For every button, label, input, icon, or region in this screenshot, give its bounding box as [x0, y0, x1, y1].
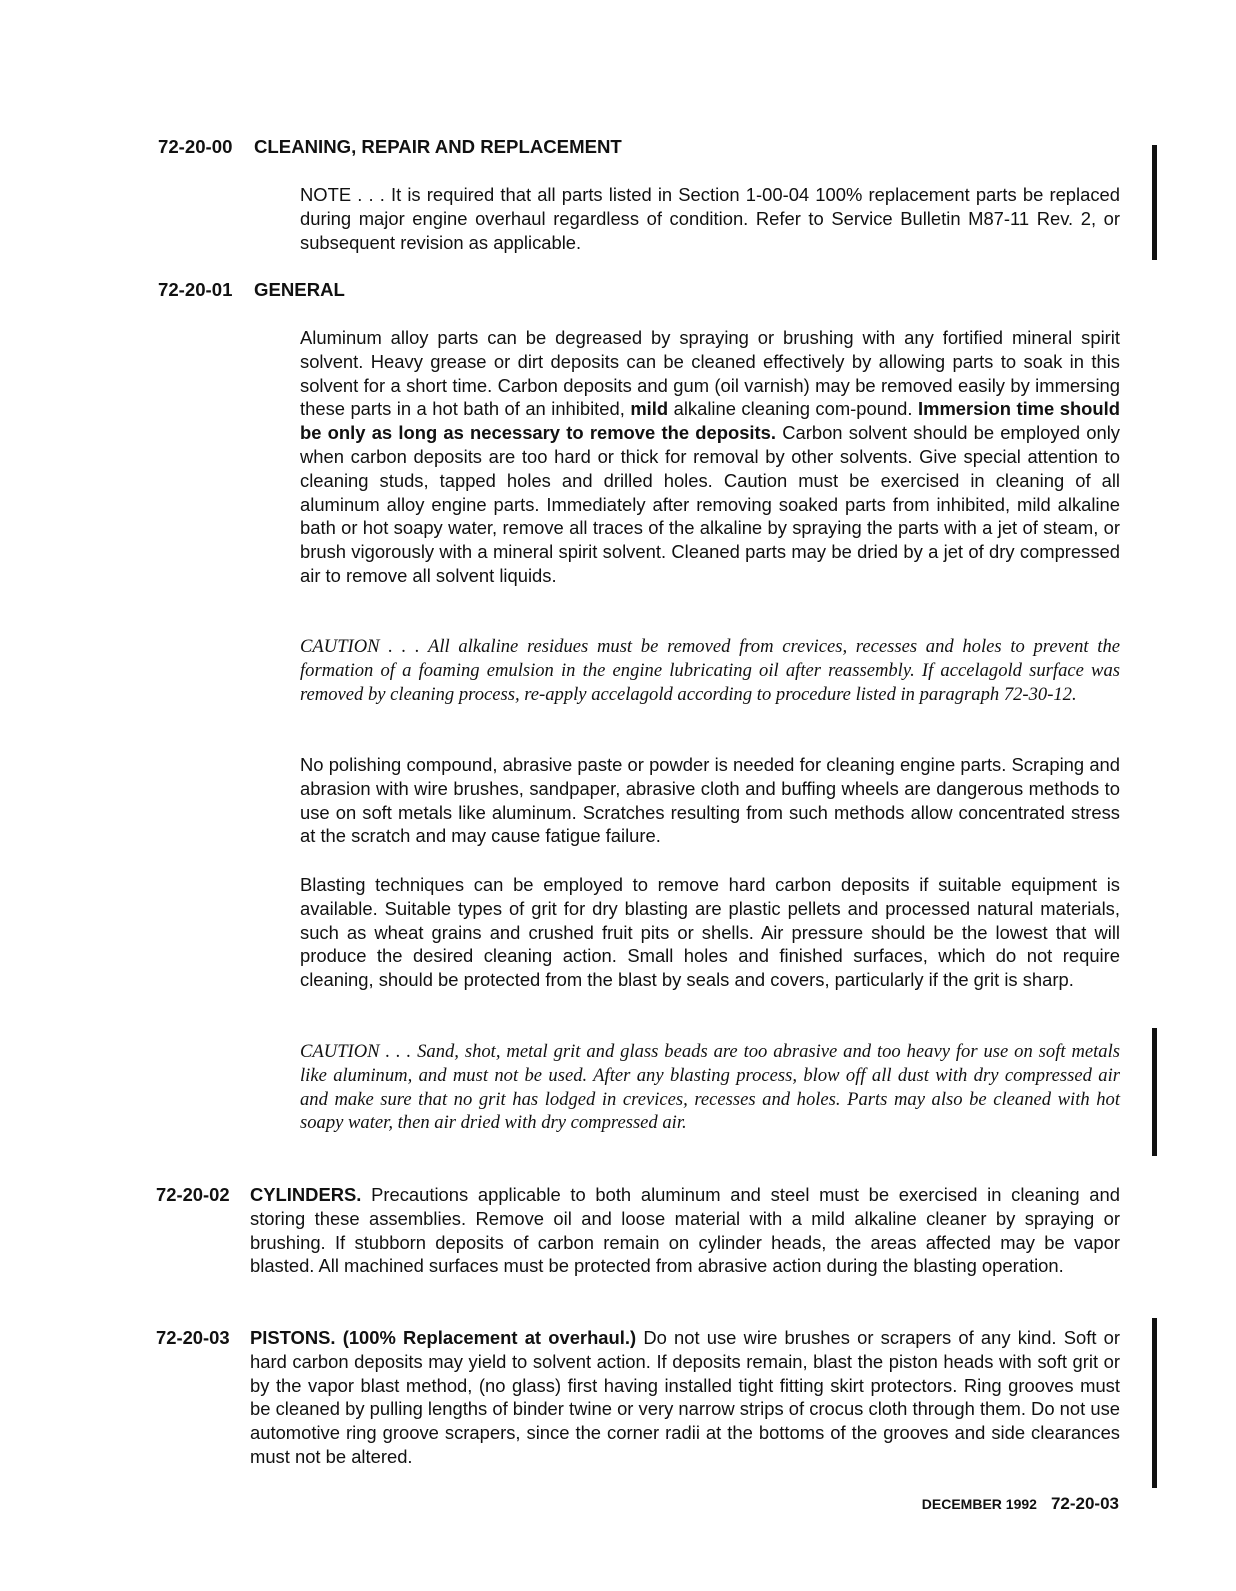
- revision-bar: [1152, 1318, 1157, 1488]
- page-footer: [922, 1494, 1119, 1514]
- section-body: [250, 1183, 1120, 1278]
- cylinders-section: [156, 1183, 1120, 1278]
- caution-note-2: CAUTION . . . Sand, shot, metal grit and glass beads are too abrasive and too heavy for use on soft metals like aluminum, and must not be used. After any blasting process, blow off all dust with dry compressed air and make sure that no grit has lodged in crevices, recesses and holes. Parts may also be cleaned with hot soapy water, then air dried with dry compressed air.: [300, 1041, 1120, 1134]
- section-body: [250, 1326, 1120, 1469]
- emphasis-text: Immersion time should be only as long as necessary to remove the deposits.: [300, 398, 1120, 444]
- section-title: CLEANING, REPAIR AND REPLACEMENT: [254, 136, 622, 157]
- section-number: 72-20-01: [158, 279, 233, 300]
- section-title: CYLINDERS.: [250, 1184, 362, 1205]
- caution-note-1: CAUTION . . . All alkaline residues must be removed from crevices, recesses and holes to prevent the formation of a foaming emulsion in the engine lubricating oil after reassembly. If accelagold surface was removed by cleaning process, re-apply accelagold according to procedure listed in paragraph 72-30-12.: [300, 636, 1120, 705]
- page-number: 72-20-03: [1050, 1494, 1119, 1513]
- general-paragraph-1: [300, 326, 1120, 588]
- paragraph-text: Precautions applicable to both aluminum and steel must be exercised in cleaning and storing these assemblies. Remove oil and loose material with a mild alkaline cleaner by spraying or brushing. If stubborn deposits of carbon remain on cylinder heads, the areas affected may be vapor blasted. All machined surfaces must be protected from abrasive action during the blasting operation.: [250, 1184, 1120, 1277]
- paragraph-text: Do not use wire brushes or scrapers of any kind. Soft or hard carbon deposits may yield to solvent action. If deposits remain, blast the piston heads with soft grit or by the vapor blast method, (no glass) first having installed tight fitting skirt protectors. Ring grooves must be cleaned by pulling lengths of binder twine or very narrow strips of crocus cloth through them. Do not use automotive ring groove scrapers, since the corner radii at the bottoms of the grooves and side clearances must not be altered.: [250, 1327, 1120, 1467]
- pistons-section: [156, 1326, 1120, 1469]
- section-number: 72-20-03: [156, 1327, 230, 1348]
- paragraph-text: Carbon solvent should be employed only when carbon deposits are too hard or thick for removal by other solvents. Give special attention to cleaning studs, tapped holes and drilled holes. Caution must be exercised in cleaning of all aluminum alloy engine parts. Immediately after removing soaked parts from inhibited, mild alkaline bath or hot soapy water, remove all traces of the alkaline by spraying the parts with a jet of steam, or brush vigorously with a mineral spirit solvent. Cleaned parts may be dried by a jet of dry compressed air to remove all solvent liquids.: [300, 422, 1120, 586]
- section-heading-cleaning: [158, 135, 622, 159]
- revision-date: DECEMBER 1992: [921, 1496, 1037, 1512]
- general-paragraph-2: No polishing compound, abrasive paste or powder is needed for cleaning engine parts. Scraping and abrasion with wire brushes, sandpaper, abrasive cloth and buffing wheels are dangerous methods to use on soft metals like aluminum. Scratches resulting from such methods allow concentrated stress at the scratch and may cause fatigue failure.: [300, 754, 1120, 847]
- emphasis-text: mild: [630, 398, 669, 420]
- revision-bar: [1152, 145, 1157, 260]
- section-number: 72-20-02: [156, 1184, 230, 1205]
- general-paragraph-3: Blasting techniques can be employed to remove hard carbon deposits if suitable equipment is available. Suitable types of grit for dry blasting are plastic pellets and processed natural materials, such as wheat grains and crushed fruit pits or shells. Air pressure should be the lowest that will produce the desired cleaning action. Small holes and finished surfaces, which do not require cleaning, should be protected from the blast by seals and covers, particularly if the grit is sharp.: [300, 874, 1120, 991]
- section-number: 72-20-00: [158, 136, 233, 157]
- section-title: PISTONS. (100% Replacement at overhaul.): [250, 1327, 637, 1348]
- note-paragraph: NOTE . . . It is required that all parts listed in Section 1-00-04 100% replacement parts be replaced during major engine overhaul regardless of condition. Refer to Service Bulletin M87-11 Rev. 2, or subsequent revision as applicable.: [300, 184, 1120, 253]
- paragraph-text: Aluminum alloy parts can be degreased by spraying or brushing with any fortified mineral spirit solvent. Heavy grease or dirt deposits can be cleaned effectively by allowing parts to soak in this solvent for a short time. Carbon deposits and gum (oil varnish) may be removed easily by immersing these parts in a hot bath of an inhibited,: [300, 327, 1120, 420]
- section-title: GENERAL: [254, 279, 345, 300]
- revision-bar: [1152, 1028, 1157, 1156]
- section-heading-general: [158, 278, 345, 302]
- paragraph-text: alkaline cleaning com-pound.: [673, 398, 913, 420]
